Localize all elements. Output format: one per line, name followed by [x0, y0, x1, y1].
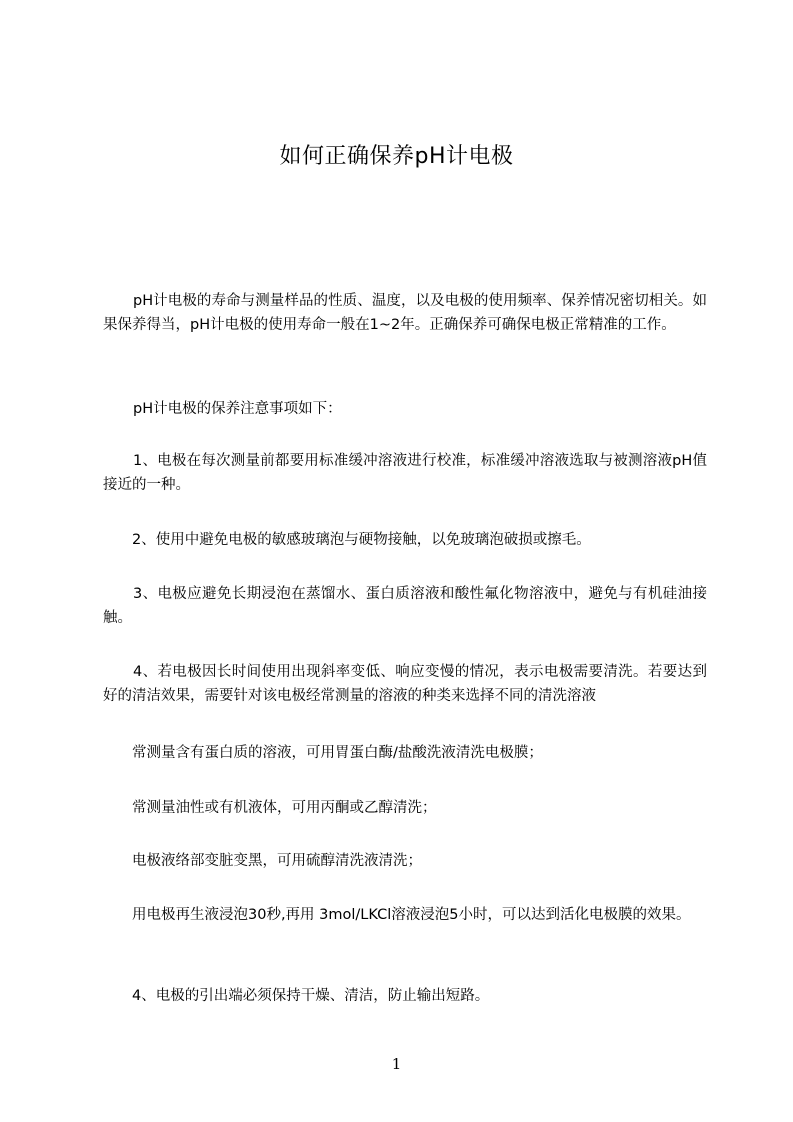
cleaning-method-1: 常测量含有蛋白质的溶液，可用胃蛋白酶/盐酸洗液清洗电极膜；: [132, 745, 543, 761]
note-item-5: 4、电极的引出端必须保持干燥、清洁，防止输出短路。: [132, 988, 490, 1004]
note-item-2: 2、使用中避免电极的敏感玻璃泡与硬物接触，以免玻璃泡破损或擦毛。: [132, 532, 591, 548]
page-title: 如何正确保养pH计电极: [279, 144, 514, 169]
page-number: 1: [391, 1055, 402, 1073]
cleaning-method-2: 常测量油性或有机液体，可用丙酮或乙醇清洗；: [132, 800, 437, 816]
intro-paragraph: pH计电极的寿命与测量样品的性质、温度，以及电极的使用频率、保养情况密切相关。如果保养得当，pH计电极的使用寿命一般在1~2年。正确保养可确保电极正常精准的工作。: [103, 293, 707, 333]
note-item-4: 4、若电极因长时间使用出现斜率变低、响应变慢的情况，表示电极需要清洗。若要达到好的清洁效果，需要针对该电极经常测量的溶液的种类来选择不同的清洗溶液: [103, 664, 707, 704]
notes-heading: pH计电极的保养注意事项如下：: [133, 401, 342, 417]
cleaning-method-3: 电极液络部变脏变黑，可用硫醇清洗液清洗；: [132, 853, 422, 869]
note-item-3: 3、电极应避免长期浸泡在蒸馏水、蛋白质溶液和酸性氟化物溶液中，避免与有机硅油接触。: [103, 586, 707, 626]
note-item-1: 1、电极在每次测量前都要用标准缓冲溶液进行校准，标准缓冲溶液选取与被测溶液pH值接近的一种。: [103, 453, 707, 493]
cleaning-method-4: 用电极再生液浸泡30秒,再用 3mol/LKCl溶液浸泡5小时，可以达到活化电极膜的效果。: [132, 907, 691, 923]
